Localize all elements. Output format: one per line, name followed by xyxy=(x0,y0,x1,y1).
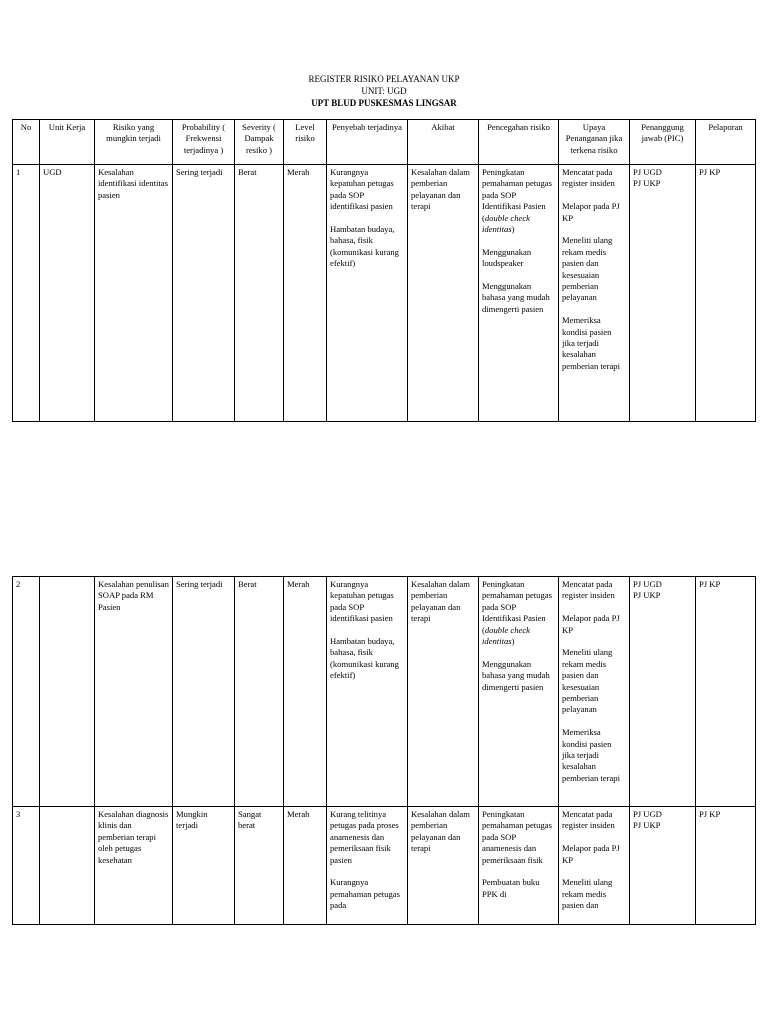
pencegahan-item: Peningkatan pemahaman petugas pada SOP anamenesis dan pemeriksaan fisik xyxy=(482,809,552,865)
cell-pelaporan: PJ KP xyxy=(696,165,756,422)
cell-severity: Berat xyxy=(235,165,284,422)
table-row xyxy=(13,165,756,422)
pencegahan-item: Menggunakan loudspeaker xyxy=(482,246,532,269)
upaya-item: Meneliti ulang rekam medis pasien dan kesesuaian pemberian pelayanan xyxy=(562,235,613,303)
cell-risiko: Kesalahan identifikasi identitas pasien xyxy=(95,165,173,422)
cell-unit xyxy=(40,807,95,925)
penyebab-item: Kurangnya kepatuhan petugas pada SOP identifikasi pasien xyxy=(330,579,394,624)
cell-unit xyxy=(40,577,95,807)
col-header-pencegahan: Pencegahan risiko xyxy=(479,120,559,165)
upaya-item: Melapor pada PJ KP xyxy=(562,843,620,865)
col-header-unit: Unit Kerja xyxy=(40,120,95,165)
col-header-severity: Severity ( Dampak resiko ) xyxy=(235,120,284,165)
table-header-row xyxy=(13,120,756,165)
pencegahan-text-end: ) xyxy=(511,224,515,235)
cell-pencegahan xyxy=(479,577,559,807)
col-header-pic: Penanggung jawab (PIC) xyxy=(630,120,696,165)
pic-item: PJ UGD xyxy=(633,167,662,177)
upaya-item: Memeriksa kondisi pasien jika terjadi kesalahan pemberian terapi xyxy=(562,315,620,371)
penyebab-item: Kurangnya kepatuhan petugas pada SOP identifikasi pasien xyxy=(330,167,394,212)
penyebab-item: Kurangnya pemahaman petugas pada xyxy=(330,877,400,911)
cell-pic xyxy=(630,807,696,925)
col-header-risiko: Risiko yang mungkin terjadi xyxy=(95,120,173,165)
col-header-probability: Probability ( Frekwensi terjadinya ) xyxy=(173,120,235,165)
cell-unit: UGD xyxy=(40,165,95,422)
pencegahan-emphasis: double check identitas xyxy=(482,624,530,647)
cell-upaya xyxy=(559,165,630,422)
pic-item: PJ UKP xyxy=(633,590,661,601)
cell-level: Merah xyxy=(284,807,327,925)
col-header-akibat: Akibat xyxy=(408,120,479,165)
pencegahan-text-end: ) xyxy=(511,636,515,647)
pencegahan-item xyxy=(482,579,555,647)
cell-akibat: Kesalahan dalam pemberian pelayanan dan terapi xyxy=(408,577,479,807)
upaya-item: Mencatat pada register insiden xyxy=(562,167,615,189)
pencegahan-item: Menggunakan bahasa yang mudah dimengerti pasien xyxy=(482,658,550,692)
risk-register-table xyxy=(12,119,756,422)
cell-akibat: Kesalahan dalam pemberian pelayanan dan terapi xyxy=(408,165,479,422)
pencegahan-item: Pembuatan buku PPK di xyxy=(482,877,540,899)
cell-penyebab xyxy=(327,577,408,807)
cell-pelaporan: PJ KP xyxy=(696,577,756,807)
col-header-level: Level risiko xyxy=(284,120,327,165)
cell-upaya xyxy=(559,577,630,807)
upaya-item: Mencatat pada register insiden xyxy=(562,809,615,831)
title-line-3: UPT BLUD PUSKESMAS LINGSAR xyxy=(311,98,457,108)
title-line-2: UNIT: UGD xyxy=(361,86,407,96)
cell-pelaporan: PJ KP xyxy=(696,807,756,925)
title-line-1: REGISTER RISIKO PELAYANAN UKP xyxy=(308,74,460,84)
table-row xyxy=(13,807,756,925)
col-header-upaya: Upaya Penanganan jika terkena risiko xyxy=(559,120,630,165)
upaya-item: Meneliti ulang rekam medis pasien dan kesesuaian pemberian pelayanan xyxy=(562,647,613,715)
upaya-item: Mencatat pada register insiden xyxy=(562,579,615,601)
cell-probability: Sering terjadi xyxy=(173,577,235,807)
cell-upaya xyxy=(559,807,630,925)
cell-no: 3 xyxy=(13,807,40,925)
cell-risiko: Kesalahan penulisan SOAP pada RM Pasien xyxy=(95,577,173,807)
cell-pic xyxy=(630,165,696,422)
risk-register-table-continued xyxy=(12,576,756,925)
document-title xyxy=(0,73,768,109)
cell-severity: Sangat berat xyxy=(235,807,284,925)
pencegahan-text: Peningkatan pemahaman petugas pada SOP Identifikasi Pasien ( xyxy=(482,579,552,635)
col-header-pelaporan: Pelaporan xyxy=(696,120,756,165)
cell-severity: Berat xyxy=(235,577,284,807)
pencegahan-item: Menggunakan bahasa yang mudah dimengerti pasien xyxy=(482,281,550,314)
cell-level: Merah xyxy=(284,165,327,422)
cell-risiko: Kesalahan diagnosis klinis dan pemberian terapi oleh petugas kesehatan xyxy=(95,807,173,925)
pic-item: PJ UKP xyxy=(633,820,661,831)
cell-pic xyxy=(630,577,696,807)
pencegahan-text: Peningkatan pemahaman petugas pada SOP Identifikasi Pasien ( xyxy=(482,167,552,223)
cell-pencegahan xyxy=(479,807,559,925)
penyebab-item: Kurang telitinya petugas pada proses anamenesis dan pemeriksaan fisik pasien xyxy=(330,809,399,865)
penyebab-item: Hambatan budaya, bahasa, fisik (komunikasi kurang efektif) xyxy=(330,224,399,269)
penyebab-item: Hambatan budaya, bahasa, fisik (komunikasi kurang efektif) xyxy=(330,636,399,681)
upaya-item: Melapor pada PJ KP xyxy=(562,201,620,223)
pic-item: PJ UKP xyxy=(633,178,661,189)
col-header-no: No xyxy=(13,120,40,165)
cell-pencegahan xyxy=(479,165,559,422)
pic-item: PJ UGD xyxy=(633,579,662,589)
cell-no: 1 xyxy=(13,165,40,422)
cell-probability: Mungkin terjadi xyxy=(173,807,235,925)
cell-level: Merah xyxy=(284,577,327,807)
cell-penyebab xyxy=(327,807,408,925)
cell-penyebab xyxy=(327,165,408,422)
upaya-item: Memeriksa kondisi pasien jika terjadi kesalahan pemberian terapi xyxy=(562,727,620,783)
cell-no: 2 xyxy=(13,577,40,807)
pencegahan-item xyxy=(482,167,555,235)
upaya-item: Melapor pada PJ KP xyxy=(562,613,620,635)
upaya-item: Meneliti ulang rekam medis pasien dan xyxy=(562,877,613,911)
cell-probability: Sering terjadi xyxy=(173,165,235,422)
pic-item: PJ UGD xyxy=(633,809,662,819)
col-header-penyebab: Penyebab terjadinya xyxy=(327,120,408,165)
pencegahan-emphasis: double check identitas xyxy=(482,212,530,235)
cell-akibat: Kesalahan dalam pemberian pelayanan dan terapi xyxy=(408,807,479,925)
table-row xyxy=(13,577,756,807)
